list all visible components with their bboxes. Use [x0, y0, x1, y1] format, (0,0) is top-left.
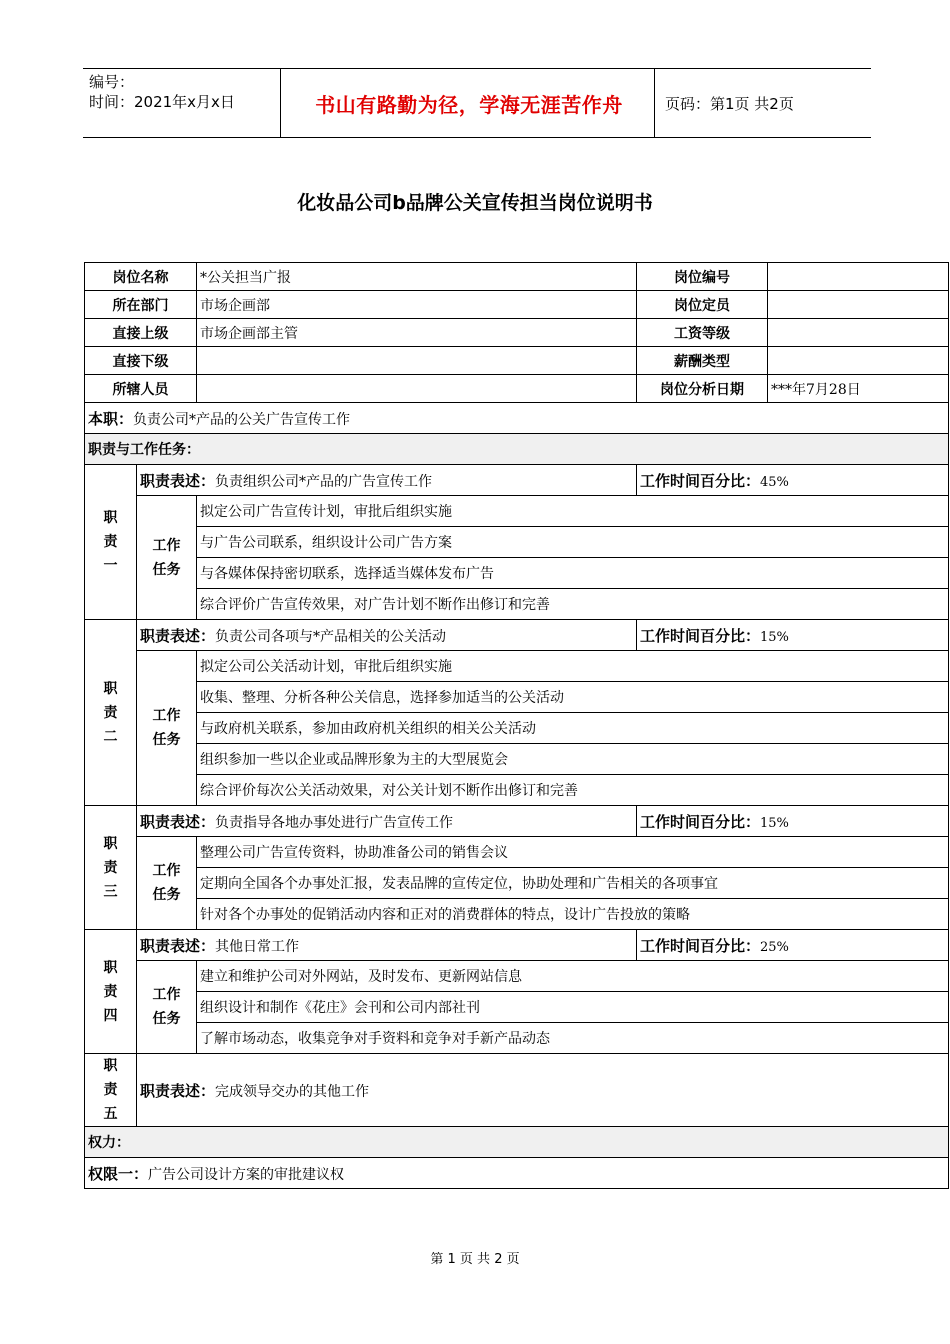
header-motto: 书山有路勤为径，学海无涯苦作舟: [315, 92, 623, 117]
task-item: 与广告公司联系，组织设计公司广告方案: [197, 527, 949, 558]
duty-name: 职 责 一: [85, 465, 137, 620]
subordinate-label: 直接下级: [85, 347, 197, 375]
staff-label: 所辖人员: [85, 375, 197, 403]
task-row: [85, 868, 949, 899]
duty-row: [85, 1054, 949, 1127]
task-item: 建立和维护公司对外网站，及时发布、更新网站信息: [197, 961, 949, 992]
duties-header: 职责与工作任务：: [85, 434, 949, 465]
dept-label: 所在部门: [85, 291, 197, 319]
staff-value: [197, 375, 637, 403]
duty-summary-text: 负责公司*产品的公关广告宣传工作: [133, 411, 351, 428]
task-item: 拟定公司广告宣传计划，审批后组织实施: [197, 496, 949, 527]
duty-row: [85, 620, 949, 651]
task-row: [85, 961, 949, 992]
duty-desc: 职责表述：负责指导各地办事处进行广告宣传工作: [137, 806, 637, 837]
task-row: [85, 527, 949, 558]
info-row: [85, 291, 949, 319]
duty-row: [85, 465, 949, 496]
power-header: 权力：: [85, 1127, 949, 1158]
info-row: [85, 319, 949, 347]
task-label: 工作 任务: [137, 837, 197, 930]
page-footer: 第 1 页 共 2 页: [430, 1252, 520, 1267]
duty-pct: 工作时间百分比：15%: [637, 620, 949, 651]
task-item: 收集、整理、分析各种公关信息，选择参加适当的公关活动: [197, 682, 949, 713]
salary-type-value: [768, 347, 949, 375]
task-label: 工作 任务: [137, 496, 197, 620]
superior-value: 市场企画部主管: [197, 319, 637, 347]
post-name-label: 岗位名称: [85, 263, 197, 291]
duty-pct: 工作时间百分比：25%: [637, 930, 949, 961]
task-row: [85, 589, 949, 620]
superior-label: 直接上级: [85, 319, 197, 347]
authority-label: 权限一：: [88, 1164, 149, 1183]
duty-pct: 工作时间百分比：45%: [637, 465, 949, 496]
duty-row: [85, 930, 949, 961]
duty-summary-row: [85, 403, 949, 434]
post-code-label: 岗位编号: [637, 263, 768, 291]
subordinate-value: [197, 347, 637, 375]
footer-total-pages: 2: [494, 1252, 503, 1267]
info-row: [85, 375, 949, 403]
task-row: [85, 837, 949, 868]
task-item: 了解市场动态，收集竞争对手资料和竞争对手新产品动态: [197, 1023, 949, 1054]
post-name-value: *公关担当广报: [197, 263, 637, 291]
task-item: 与政府机关联系，参加由政府机关组织的相关公关活动: [197, 713, 949, 744]
duty-name: 职 责 二: [85, 620, 137, 806]
authority-text: 广告公司设计方案的审批建议权: [148, 1166, 345, 1183]
task-item: 整理公司广告宣传资料，协助准备公司的销售会议: [197, 837, 949, 868]
task-row: [85, 682, 949, 713]
duty-name: 职 责 三: [85, 806, 137, 930]
duty-name: 职 责 五: [85, 1054, 137, 1127]
task-row: [85, 744, 949, 775]
job-description-table: [84, 262, 949, 1189]
post-code-value: [768, 263, 949, 291]
task-row: [85, 1023, 949, 1054]
task-row: [85, 992, 949, 1023]
analysis-date-label: 岗位分析日期: [637, 375, 768, 403]
duties-header-row: [85, 434, 949, 465]
salary-level-value: [768, 319, 949, 347]
info-row: [85, 263, 949, 291]
dept-value: 市场企画部: [197, 291, 637, 319]
task-row: [85, 713, 949, 744]
task-row: [85, 496, 949, 527]
info-row: [85, 347, 949, 375]
header-meta: [89, 72, 235, 112]
task-item: 针对各个办事处的促销活动内容和正对的消费群体的特点，设计广告投放的策略: [197, 899, 949, 930]
duty-desc: 职责表述：负责组织公司*产品的广告宣传工作: [137, 465, 637, 496]
task-item: 与各媒体保持密切联系，选择适当媒体发布广告: [197, 558, 949, 589]
task-row: [85, 775, 949, 806]
duty-pct: 工作时间百分比：15%: [637, 806, 949, 837]
footer-page-num: 1: [447, 1252, 456, 1267]
task-label: 工作 任务: [137, 651, 197, 806]
task-row: [85, 899, 949, 930]
power-header-row: [85, 1127, 949, 1158]
duty-desc: 职责表述：完成领导交办的其他工作: [137, 1054, 949, 1127]
task-item: 综合评价广告宣传效果，对广告计划不断作出修订和完善: [197, 589, 949, 620]
doc-number-label: 编号：: [89, 73, 135, 91]
duty-summary: [85, 403, 949, 434]
analysis-date-value: ***年7月28日: [768, 375, 949, 403]
quota-label: 岗位定员: [637, 291, 768, 319]
doc-time: 时间：2021年x月x日: [89, 93, 235, 111]
quota-value: [768, 291, 949, 319]
task-item: 组织设计和制作《花庄》会刊和公司内部社刊: [197, 992, 949, 1023]
salary-level-label: 工资等级: [637, 319, 768, 347]
task-row: [85, 651, 949, 682]
duty-desc: 职责表述：负责公司各项与*产品相关的公关活动: [137, 620, 637, 651]
task-item: 拟定公司公关活动计划，审批后组织实施: [197, 651, 949, 682]
task-item: 组织参加一些以企业或品牌形象为主的大型展览会: [197, 744, 949, 775]
duty-summary-label: 本职：: [88, 409, 134, 428]
salary-type-label: 薪酬类型: [637, 347, 768, 375]
task-row: [85, 558, 949, 589]
page-header: [83, 68, 871, 138]
authority: [85, 1158, 949, 1189]
task-item: 定期向全国各个办事处汇报，发表品牌的宣传定位，协助处理和广告相关的各项事宜: [197, 868, 949, 899]
task-label: 工作 任务: [137, 961, 197, 1054]
duty-row: [85, 806, 949, 837]
duty-name: 职 责 四: [85, 930, 137, 1054]
duty-desc: 职责表述：其他日常工作: [137, 930, 637, 961]
authority-row: [85, 1158, 949, 1189]
header-divider: [280, 69, 281, 137]
header-page-info: 页码：第1页 共2页: [665, 94, 794, 113]
task-item: 综合评价每次公关活动效果，对公关计划不断作出修订和完善: [197, 775, 949, 806]
document-title: 化妆品公司b品牌公关宣传担当岗位说明书: [297, 192, 653, 214]
